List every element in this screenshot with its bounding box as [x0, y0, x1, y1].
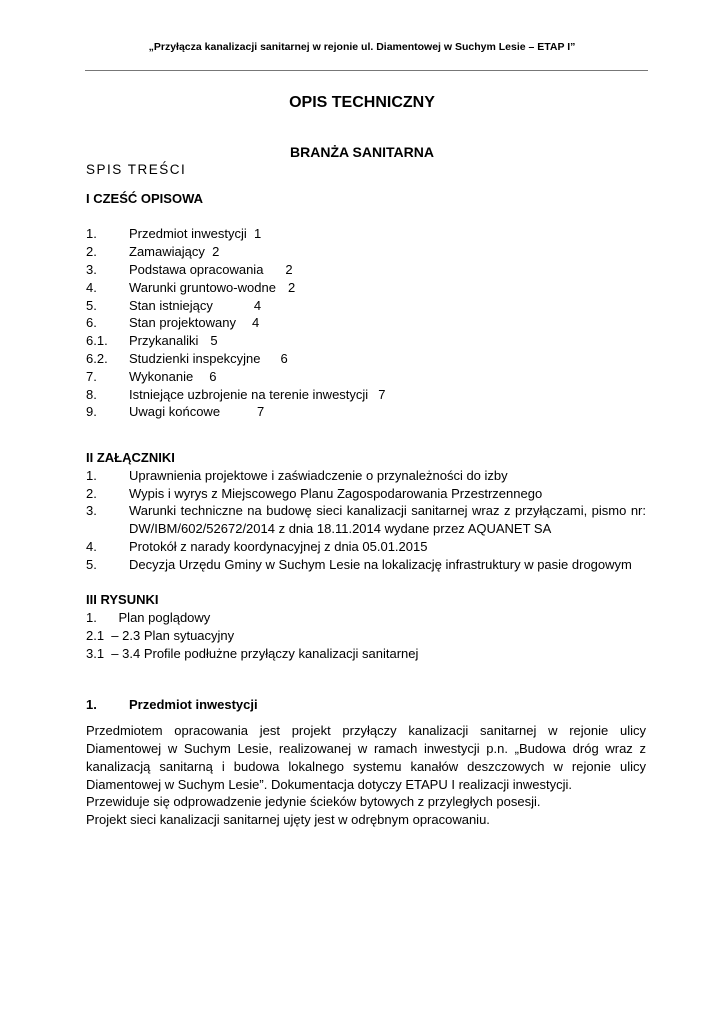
toc-item: 5. Stan istniejący 4: [86, 297, 262, 313]
toc-part1-heading: I CZEŚĆ OPISOWA: [86, 190, 204, 206]
drawing-item: 1. Plan poglądowy: [86, 610, 211, 626]
running-header: „Przyłącza kanalizacji sanitarnej w rejonie ul. Diamentowej w Suchym Lesie – ETAP I”: [148, 41, 576, 53]
toc-page-number: 4: [253, 297, 262, 313]
section-paragraph: Projekt sieci kanalizacji sanitarnej ujęty jest w odrębnym opracowaniu.: [86, 812, 490, 828]
toc-item: 1. Przedmiot inwestycji 1: [86, 226, 262, 242]
attachment-item: 2. Wypis i wyrys z Miejscowego Planu Zagospodarowania Przestrzennego: [86, 485, 543, 501]
toc-heading: SPIS TREŚCI: [86, 162, 187, 177]
toc-page-number: 5: [210, 333, 218, 349]
section-paragraph: Przedmiotem opracowania jest projekt przyłączy kanalizacji sanitarnej w rejonie ulicy Diamentowej w Suchym Lesie, realizowanej w ramach inwestycji p.n. „Budowa dróg wraz z kanalizacją sanitarną i budowa lokalnego systemu kanałów deszczowych w rejonie ulicy Diamentowej w Suchym Lesie”. Dokumentacja dotyczy ETAPU I realizacji inwestycji.: [86, 723, 646, 792]
header-divider: [85, 70, 648, 71]
toc-item: 2. Zamawiający 2: [86, 244, 220, 260]
toc-page-number: 7: [378, 386, 386, 402]
attachment-item: 5. Decyzja Urzędu Gminy w Suchym Lesie na lokalizację infrastruktury w pasie drogowym: [86, 556, 632, 572]
toc-item: 8. Istniejące uzbrojenie na terenie inwestycji 7: [86, 386, 386, 402]
toc-page-number: 1: [254, 226, 262, 242]
section-paragraph: Przewiduje się odprowadzenie jedynie ścieków bytowych z przyległych posesji.: [86, 794, 541, 810]
toc-page-number: 7: [257, 404, 265, 420]
toc-item: 6. Stan projektowany 4: [86, 315, 260, 331]
toc-item: 4. Warunki gruntowo-wodne 2: [86, 279, 296, 295]
toc-page-number: 2: [212, 244, 220, 260]
drawings-heading: III RYSUNKI: [86, 592, 159, 608]
toc-page-number: 2: [285, 261, 293, 277]
drawing-item: 3.1 – 3.4 Profile podłużne przyłączy kanalizacji sanitarnej: [86, 645, 419, 661]
document-title: OPIS TECHNICZNY: [289, 94, 435, 111]
attachment-item: 4. Protokół z narady koordynacyjnej z dnia 05.01.2015: [86, 538, 428, 554]
toc-page-number: 4: [251, 315, 260, 331]
toc-page-number: 6: [280, 350, 288, 366]
attachment-item: 1. Uprawnienia projektowe i zaświadczenie o przynależności do izby: [86, 467, 508, 483]
attachments-list: [86, 467, 646, 574]
toc-item: 9. Uwagi końcowe 7: [86, 404, 265, 420]
drawings-list: [86, 609, 646, 662]
toc-item: 6.2. Studzienki inspekcyjne 6: [86, 350, 288, 366]
attachments-heading: II ZAŁĄCZNIKI: [86, 449, 175, 465]
toc-item: 7. Wykonanie 6: [86, 368, 217, 384]
document-subtitle: BRANŻA SANITARNA: [290, 144, 434, 160]
document-body: [86, 161, 646, 829]
toc-page-number: 2: [287, 279, 296, 295]
toc-item: 6.1. Przykanaliki 5: [86, 333, 218, 349]
toc-page-number: 6: [209, 368, 217, 384]
attachment-item: 3. Warunki techniczne na budowę sieci kanalizacji sanitarnej wraz z przyłączami, pismo nr: DW/IBM/602/52672/2014 z dnia 18.11.2014 wydane przez AQUANET SA: [86, 503, 646, 537]
toc-item: 3. Podstawa opracowania 2: [86, 261, 293, 277]
toc-list: [86, 225, 646, 421]
drawing-item: 2.1 – 2.3 Plan sytuacyjny: [86, 627, 235, 643]
section-heading: 1. Przedmiot inwestycji: [86, 697, 258, 713]
